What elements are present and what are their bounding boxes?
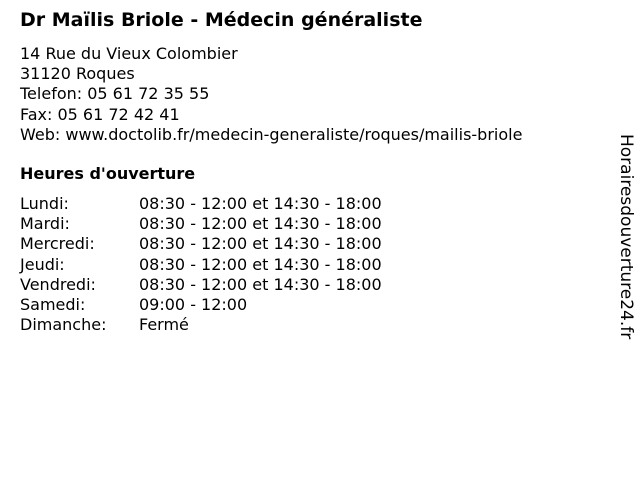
- time-value: 09:00 - 12:00: [139, 294, 248, 314]
- day-label: Dimanche:: [20, 315, 107, 335]
- day-label: Lundi:: [20, 194, 69, 213]
- page-title: Dr Maïlis Briole - Médecin généraliste: [20, 9, 423, 31]
- day-label: Mardi:: [20, 214, 70, 234]
- time-value: 08:30 - 12:00 et 14:30 - 18:00: [139, 234, 382, 254]
- day-label: Vendredi:: [20, 274, 96, 294]
- hours-heading: Heures d'ouverture: [20, 164, 196, 183]
- fax-number: Fax: 05 61 72 42 41: [20, 104, 180, 124]
- day-label: Mercredi:: [20, 234, 95, 254]
- street-address: 14 Rue du Vieux Colombier: [20, 44, 238, 63]
- day-label: Jeudi:: [20, 254, 65, 274]
- time-value: Fermé: [139, 315, 189, 335]
- time-value: 08:30 - 12:00 et 14:30 - 18:00: [139, 214, 382, 234]
- phone-number: Telefon: 05 61 72 35 55: [20, 84, 210, 104]
- day-label: Samedi:: [20, 294, 86, 314]
- time-value: 08:30 - 12:00 et 14:30 - 18:00: [139, 194, 382, 213]
- time-value: 08:30 - 12:00 et 14:30 - 18:00: [139, 254, 382, 274]
- website-link[interactable]: Web: www.doctolib.fr/medecin-generaliste/roques/mailis-briole: [20, 124, 523, 144]
- time-value: 08:30 - 12:00 et 14:30 - 18:00: [139, 274, 382, 294]
- contact-info: [20, 44, 522, 145]
- site-watermark: Horairesdouverture24.fr: [616, 134, 636, 340]
- city-postcode: 31120 Roques: [20, 64, 135, 84]
